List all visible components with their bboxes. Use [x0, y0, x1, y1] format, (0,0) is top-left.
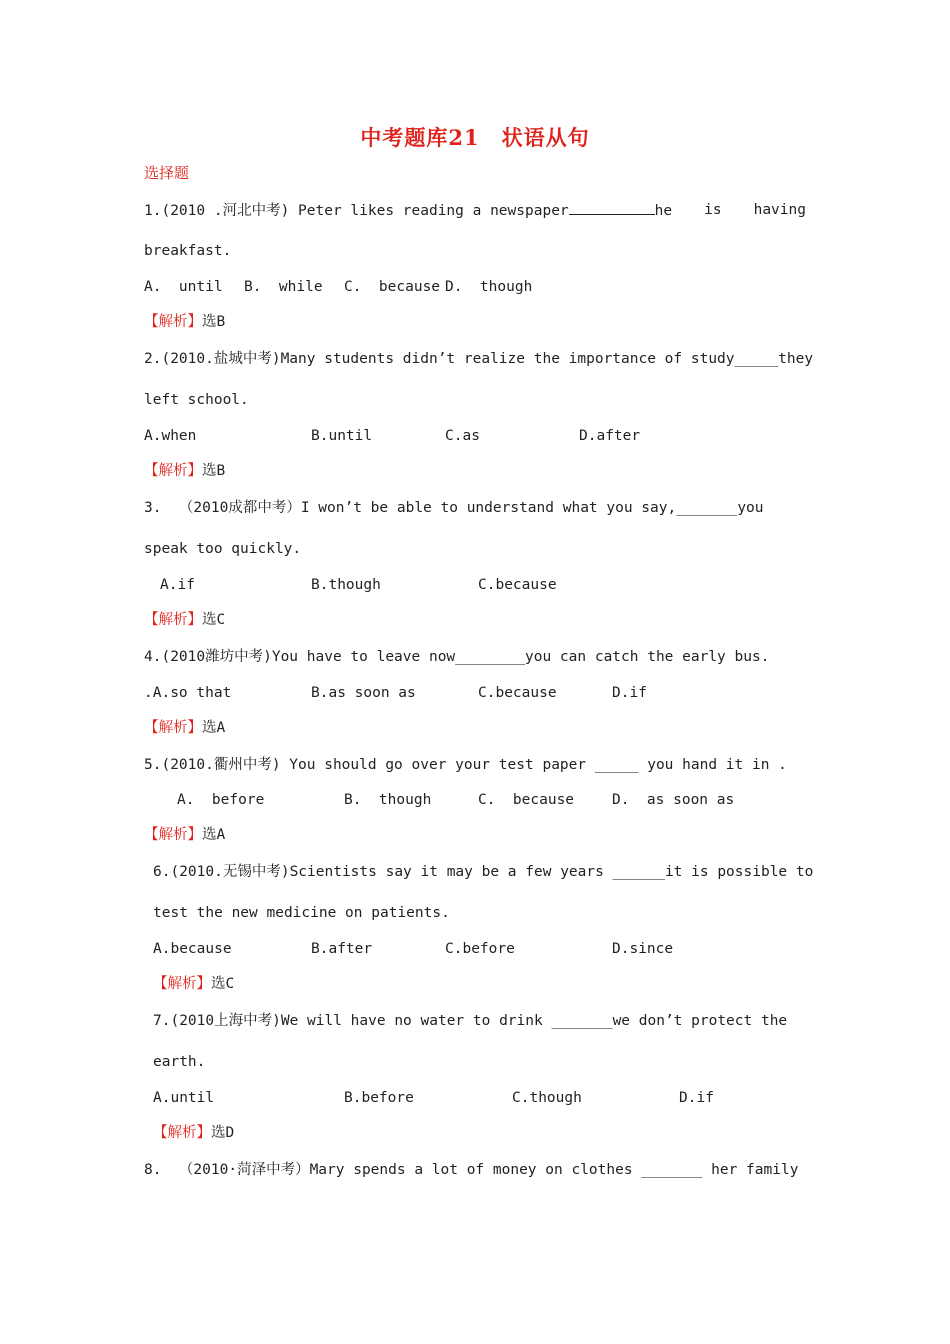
question-3-line-1 [144, 498, 806, 518]
analysis-answer: 选B [202, 463, 226, 479]
question-1-text: 1.(2010 .河北中考) Peter likes reading a newspaper [144, 203, 569, 219]
question-3-analysis [144, 610, 225, 630]
option-b: B.before [344, 1090, 414, 1106]
analysis-label: 【解析】 [153, 1125, 211, 1141]
option-d: D.if [612, 685, 647, 701]
option-a: A.because [153, 941, 232, 957]
question-6-line-1 [153, 862, 814, 882]
option-c: C.because [478, 577, 557, 593]
option-a: A.until [153, 1090, 215, 1106]
analysis-label: 【解析】 [144, 314, 202, 330]
answer-blank [569, 200, 655, 215]
option-d: D.if [679, 1090, 714, 1106]
question-1-text-b: he [654, 203, 673, 219]
question-1-line-2: breakfast. [144, 243, 232, 259]
section-heading: 选择题 [144, 164, 190, 182]
analysis-label: 【解析】 [153, 976, 211, 992]
analysis-label: 【解析】 [144, 720, 202, 736]
analysis-label: 【解析】 [144, 612, 202, 628]
option-a: A. until [144, 279, 223, 295]
option-d: D. as soon as [612, 792, 735, 808]
option-b: B.as soon as [311, 685, 416, 701]
question-7-text: 7.(2010上海中考)We will have no water to drink _______we don’t protect the [153, 1013, 788, 1029]
option-c: C. because [344, 279, 441, 295]
option-c: C.as [445, 428, 480, 444]
option-b: B.after [311, 941, 373, 957]
option-b: B.though [311, 577, 381, 593]
option-a: A. before [177, 792, 265, 808]
analysis-answer: 选A [202, 720, 226, 736]
question-1-options [0, 277, 950, 297]
option-d: D. though [445, 279, 533, 295]
option-a: A.when [144, 428, 197, 444]
question-7-line-2: earth. [153, 1054, 206, 1070]
question-8-text: 8. （2010·菏泽中考）Mary spends a lot of money on clothes _______ her family [144, 1162, 799, 1178]
question-1-line-1 [144, 200, 806, 221]
option-c: C.though [512, 1090, 582, 1106]
question-7-options [0, 1088, 950, 1108]
question-3-line-2: speak too quickly. [144, 541, 302, 557]
option-c: C. because [478, 792, 575, 808]
question-7-analysis [153, 1123, 234, 1143]
option-d: D.after [579, 428, 641, 444]
option-a: A.if [160, 577, 195, 593]
question-4-options [0, 683, 950, 703]
question-6-analysis [153, 974, 234, 994]
option-b: B. while [244, 279, 323, 295]
option-c: C.before [445, 941, 515, 957]
question-2-text: 2.(2010.盐城中考)Many students didn’t realize the importance of study_____they [144, 351, 814, 367]
analysis-label: 【解析】 [144, 827, 202, 843]
question-1-analysis [144, 312, 225, 332]
analysis-answer: 选B [202, 314, 226, 330]
option-b: B.until [311, 428, 373, 444]
question-2-analysis [144, 461, 225, 481]
option-a: .A.so that [144, 685, 232, 701]
question-6-line-2: test the new medicine on patients. [153, 905, 450, 921]
option-b: B. though [344, 792, 432, 808]
question-3-options [0, 575, 950, 595]
analysis-answer: 选A [202, 827, 226, 843]
analysis-answer: 选C [211, 976, 235, 992]
question-4-line-1: 4.(2010潍坊中考)You have to leave now________you can catch the early bus. [144, 649, 770, 665]
question-5-line-1: 5.(2010.衢州中考) You should go over your test paper _____ you hand it in . [144, 757, 787, 773]
question-7-line-1 [153, 1011, 806, 1031]
question-3-text: 3. （2010成都中考）I won’t be able to understand what you say,_______you [144, 500, 764, 516]
analysis-label: 【解析】 [144, 463, 202, 479]
option-d: D.since [612, 941, 674, 957]
question-6-text: 6.(2010.无锡中考)Scientists say it may be a few years ______it is possible to [153, 864, 814, 880]
question-6-options [0, 939, 950, 959]
question-5-options [0, 790, 950, 810]
question-2-line-2: left school. [144, 392, 249, 408]
page-title: 中考题库21 状语从句 [360, 125, 590, 150]
question-2-line-1 [144, 349, 814, 369]
question-8-line-1 [144, 1160, 806, 1180]
analysis-answer: 选D [211, 1125, 235, 1141]
question-2-options [0, 426, 950, 446]
question-1-text-d: having [753, 202, 806, 218]
analysis-answer: 选C [202, 612, 226, 628]
question-5-analysis [144, 825, 225, 845]
question-1-text-c: is [704, 202, 722, 218]
option-c: C.because [478, 685, 557, 701]
question-4-analysis [144, 718, 225, 738]
